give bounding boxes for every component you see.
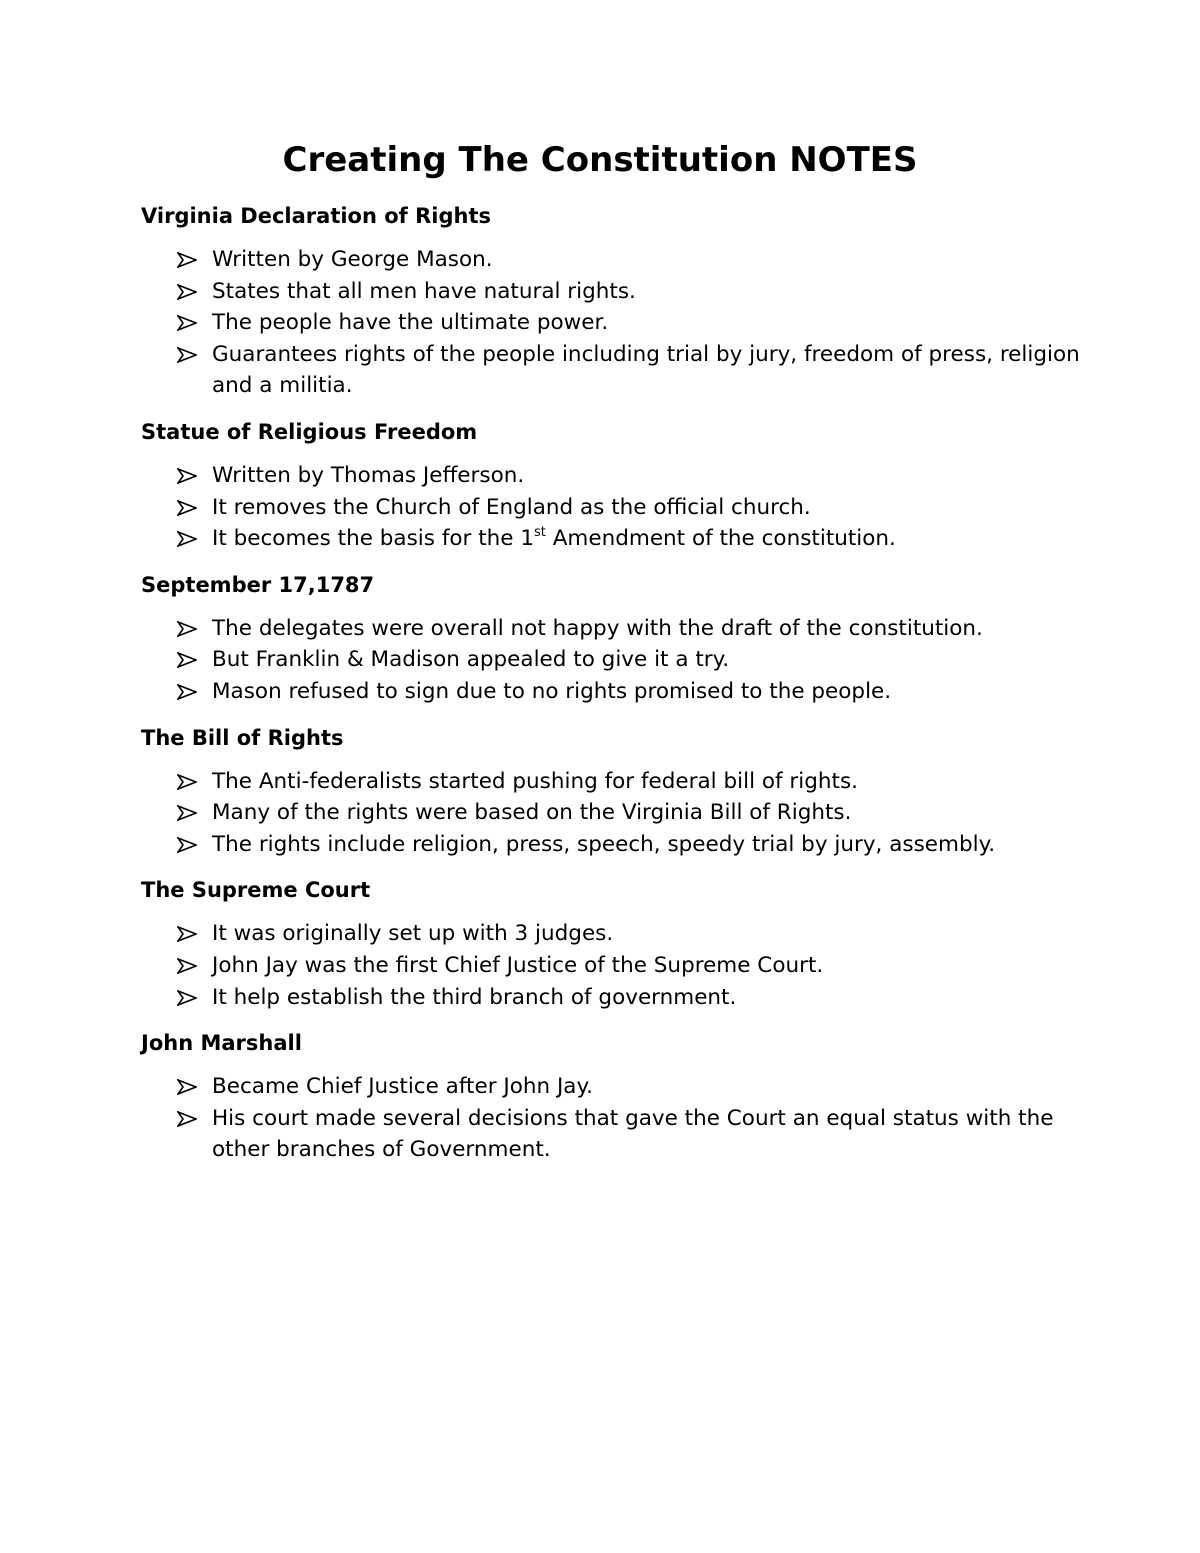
arrowhead-bullet-icon xyxy=(177,774,197,790)
list-item xyxy=(141,950,1101,982)
list-item xyxy=(141,797,1101,829)
list-item xyxy=(141,339,1101,402)
section-john-marshall xyxy=(141,1027,1101,1166)
list-item xyxy=(141,613,1101,645)
list-item-text: States that all men have natural rights. xyxy=(212,278,636,304)
arrowhead-bullet-icon xyxy=(177,684,197,700)
bullet-list xyxy=(141,244,1101,402)
list-item-text: But Franklin & Madison appealed to give it a try. xyxy=(212,647,730,673)
list-item-text: It help establish the third branch of government. xyxy=(212,984,737,1010)
document-body xyxy=(141,200,1101,1180)
list-item-text: It was originally set up with 3 judges. xyxy=(212,921,614,947)
list-item xyxy=(141,982,1101,1014)
list-item xyxy=(141,460,1101,492)
list-item-text: The people have the ultimate power. xyxy=(212,310,609,336)
list-item-text: The Anti-federalists started pushing for federal bill of rights. xyxy=(212,768,858,794)
page-title: Creating The Constitution NOTES xyxy=(282,140,918,180)
arrowhead-bullet-icon xyxy=(177,252,197,268)
list-item-text: The rights include religion, press, speech, speedy trial by jury, assembly. xyxy=(212,831,996,857)
bullet-list xyxy=(141,766,1101,861)
arrowhead-bullet-icon xyxy=(177,652,197,668)
arrowhead-bullet-icon xyxy=(177,347,197,363)
section-virginia-declaration xyxy=(141,200,1101,402)
section-heading: John Marshall xyxy=(141,1031,302,1056)
list-item xyxy=(141,1103,1101,1166)
bullet-list xyxy=(141,1071,1101,1166)
arrowhead-bullet-icon xyxy=(177,315,197,331)
section-heading: Statue of Religious Freedom xyxy=(141,419,478,444)
list-item-text: The delegates were overall not happy with the draft of the constitution. xyxy=(212,615,983,641)
list-item xyxy=(141,523,1101,555)
list-item xyxy=(141,307,1101,339)
list-item xyxy=(141,766,1101,798)
list-item-text: John Jay was the first Chief Justice of the Supreme Court. xyxy=(212,952,824,978)
list-item-text: Written by George Mason. xyxy=(212,247,493,272)
section-heading: The Supreme Court xyxy=(141,878,371,903)
arrowhead-bullet-icon xyxy=(177,284,197,300)
arrowhead-bullet-icon xyxy=(177,468,197,484)
section-september-1787 xyxy=(141,569,1101,708)
list-item-text: Guarantees rights of the people including trial by jury, freedom of press, religion and a militia. xyxy=(212,341,1080,399)
list-item-text: Many of the rights were based on the Virginia Bill of Rights. xyxy=(212,800,852,826)
section-heading: The Bill of Rights xyxy=(141,725,344,750)
section-supreme-court xyxy=(141,874,1101,1013)
section-heading: Virginia Declaration of Rights xyxy=(141,204,492,228)
arrowhead-bullet-icon xyxy=(177,958,197,974)
arrowhead-bullet-icon xyxy=(177,500,197,516)
list-item xyxy=(141,1071,1101,1103)
list-item-text: Became Chief Justice after John Jay. xyxy=(212,1074,593,1100)
list-item-text: Mason refused to sign due to no rights promised to the people. xyxy=(212,678,892,704)
list-item-text: His court made several decisions that gave the Court an equal status with the other branches of Government. xyxy=(212,1105,1054,1163)
arrowhead-bullet-icon xyxy=(177,837,197,853)
arrowhead-bullet-icon xyxy=(177,1111,197,1127)
arrowhead-bullet-icon xyxy=(177,621,197,637)
section-heading: September 17,1787 xyxy=(141,572,375,597)
list-item xyxy=(141,829,1101,861)
arrowhead-bullet-icon xyxy=(177,531,197,547)
arrowhead-bullet-icon xyxy=(177,1079,197,1095)
list-item-text: It removes the Church of England as the official church. xyxy=(212,494,811,520)
list-item xyxy=(141,276,1101,308)
list-item xyxy=(141,644,1101,676)
list-item xyxy=(141,492,1101,524)
arrowhead-bullet-icon xyxy=(177,990,197,1006)
section-religious-freedom xyxy=(141,416,1101,555)
ordinal-superscript: st xyxy=(534,525,546,541)
list-item xyxy=(141,244,1101,276)
list-item-text: Written by Thomas Jefferson. xyxy=(212,462,525,488)
section-bill-of-rights xyxy=(141,722,1101,861)
list-item xyxy=(141,918,1101,950)
bullet-list xyxy=(141,460,1101,555)
arrowhead-bullet-icon xyxy=(177,926,197,942)
list-item-text-after: Amendment of the constitution. xyxy=(545,526,896,552)
list-item xyxy=(141,676,1101,708)
bullet-list xyxy=(141,613,1101,708)
list-item-text-before: It becomes the basis for the 1 xyxy=(212,526,535,552)
bullet-list xyxy=(141,918,1101,1013)
arrowhead-bullet-icon xyxy=(177,805,197,821)
